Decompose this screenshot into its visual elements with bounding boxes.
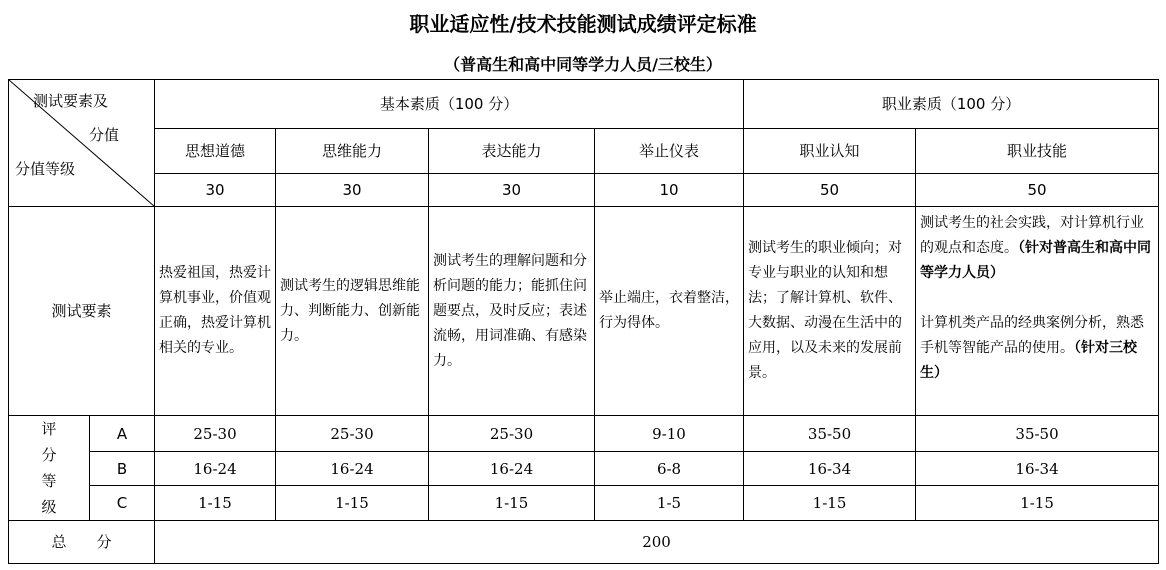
column-score: 50 — [916, 174, 1159, 207]
grade-value: 1-15 — [744, 486, 916, 521]
description-cell: 测试考生的理解问题和分析问题的能力；能抓住问题要点，及时反应；表述流畅，用词准确、有感染力。 — [429, 207, 595, 416]
grade-value: 25-30 — [429, 416, 595, 452]
grade-value: 6-8 — [595, 452, 744, 486]
column-score: 50 — [744, 174, 916, 207]
column-header: 思维能力 — [276, 129, 429, 174]
grade-rows-label — [9, 416, 90, 521]
grade-value: 9-10 — [595, 416, 744, 452]
grade-value: 16-24 — [429, 452, 595, 486]
description-cell: 测试考生的逻辑思维能力、判断能力、创新能力。 — [276, 207, 429, 416]
skills-text-1: 测试考生的社会实践，对计算机行业的观点和态度。 — [920, 215, 1145, 256]
group-header-professional: 职业素质（100 分） — [744, 80, 1159, 129]
grade-value: 1-15 — [429, 486, 595, 521]
grade-value: 1-5 — [595, 486, 744, 521]
grade-value: 1-15 — [276, 486, 429, 521]
grade-value: 35-50 — [916, 416, 1159, 452]
skills-text-2: 计算机类产品的经典案例分析，熟悉手机等智能产品的使用。 — [920, 315, 1145, 356]
total-value: 200 — [155, 521, 1159, 564]
column-score: 10 — [595, 174, 744, 207]
skills-paragraph-2 — [920, 311, 1154, 386]
scoring-table — [8, 79, 1159, 564]
column-score: 30 — [429, 174, 595, 207]
column-header: 举止仪表 — [595, 129, 744, 174]
grade-label-char: 分 — [41, 446, 57, 464]
grade-level: A — [90, 416, 155, 452]
grade-value: 16-34 — [916, 452, 1159, 486]
grade-level: B — [90, 452, 155, 486]
skills-paragraph-1 — [920, 211, 1154, 286]
page-title: 职业适应性/技术技能测试成绩评定标准 — [409, 12, 757, 36]
description-cell: 热爱祖国，热爱计算机事业，价值观正确，热爱计算机相关的专业。 — [155, 207, 276, 416]
grade-label-char: 级 — [41, 498, 57, 516]
diagonal-header-cell — [9, 80, 155, 207]
grade-value: 1-15 — [155, 486, 276, 521]
column-header: 职业认知 — [744, 129, 916, 174]
grade-value: 16-34 — [744, 452, 916, 486]
grade-value: 16-24 — [276, 452, 429, 486]
grade-label-char: 等 — [41, 472, 57, 490]
description-cell: 举止端庄，衣着整洁，行为得体。 — [595, 207, 744, 416]
column-score: 30 — [155, 174, 276, 207]
column-header: 表达能力 — [429, 129, 595, 174]
corner-label-top: 测试要素及 — [33, 92, 109, 110]
grade-value: 16-24 — [155, 452, 276, 486]
page-subtitle: （普高生和高中同等学力人员/三校生） — [444, 55, 722, 74]
corner-label-bottom: 分值等级 — [15, 160, 76, 178]
skills-note-2: （针对三校生） — [920, 340, 1138, 381]
grade-value: 1-15 — [916, 486, 1159, 521]
grade-level: C — [90, 486, 155, 521]
description-cell-skills — [916, 207, 1159, 416]
column-header: 职业技能 — [916, 129, 1159, 174]
grade-value: 25-30 — [155, 416, 276, 452]
column-header: 思想道德 — [155, 129, 276, 174]
elements-row-label: 测试要素 — [9, 207, 155, 416]
group-header-basic: 基本素质（100 分） — [155, 80, 744, 129]
grade-value: 25-30 — [276, 416, 429, 452]
total-label: 总 分 — [9, 521, 155, 564]
grade-label-char: 评 — [41, 420, 57, 438]
description-cell: 测试考生的职业倾向；对专业与职业的认知和想法；了解计算机、软件、大数据、动漫在生活中的应用，以及未来的发展前景。 — [744, 207, 916, 416]
corner-label-middle: 分值 — [89, 126, 120, 144]
skills-note-1: （针对普高生和高中同等学力人员） — [920, 240, 1152, 281]
grade-value: 35-50 — [744, 416, 916, 452]
column-score: 30 — [276, 174, 429, 207]
